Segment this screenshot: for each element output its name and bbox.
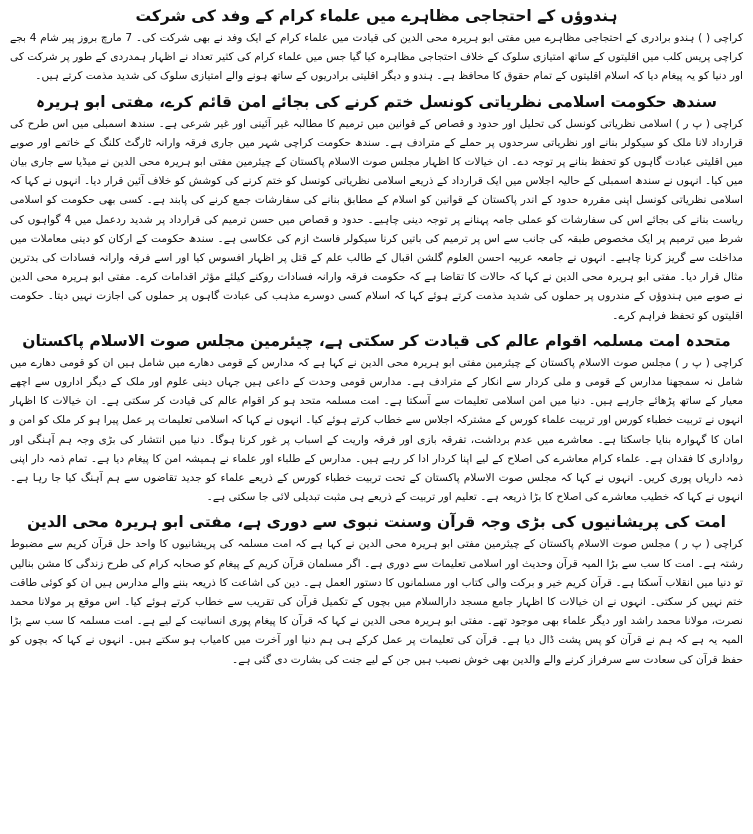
article-1	[10, 6, 743, 87]
article-2-headline: سندھ حکومت اسلامی نظریاتی کونسل ختم کرنے کی بجائے امن قائم کرے، مفتی ابو ہریرہ	[36, 92, 717, 111]
article-3-body: کراچی ( پ ر ) مجلس صوت الاسلام پاکستان کے چیئرمین مفتی ابو ہریرہ محی الدین نے کہا ہے کہ مدارس کے قومی دھارے میں شامل ہیں ان کو قومی دھارے میں شامل نہ سمجھنا مدارس کے قومی و ملی کردار سے انکار کے مترادف ہے۔ مدارس قومی وحدت کے داعی ہیں جہاں دینی علوم اور ملک کے دیگر اداروں سے اچھے معیار کے ساتھ پڑھائے جارہے ہیں۔ دنیا میں امن اسلامی تعلیمات سے آسکتا ہے۔ امت مسلمہ متحد ہو کر اقوام عالم کی قیادت کر سکتی ہے۔ ان خیالات کا اظہار انہوں نے تربیت خطباء کورس اور تربیت علماء کورس کے مشترکہ اجلاس سے خطاب کرتے ہوئے کیا۔ انہوں نے کہا کہ اسلامی تعلیمات پر عمل پیرا ہو کر ملک کو امن و امان کا گہوارہ بنایا جاسکتا ہے۔ معاشرے میں عدم برداشت، تفرقہ بازی اور فرقہ واریت کے اسباب پر غور کرنا ہوگا۔ دنیا میں انتشار کی بڑی وجہ ہم آہنگی اور رواداری کا فقدان ہے۔ علماء کرام معاشرے کی اصلاح کے لیے اپنا کردار ادا کر رہے ہیں۔ مدارس کے طلباء اور علماء نے ہمیشہ امن کا پیغام دیا ہے۔ تمام ذمہ دار اپنی ذمہ داریاں پوری کریں۔ انہوں نے کہا کہ مجلس صوت الاسلام پاکستان کے تحت تربیت خطباء کورس کے ذریعے علماء کو جدید تقاضوں سے ہم آہنگ کیا جا رہا ہے۔ انہوں نے کہا کہ خطیب معاشرے کی اصلاح کا بڑا ذریعہ ہے۔ تعلیم اور تربیت کے ذریعے ہی مثبت تبدیلی لائی جا سکتی ہے۔	[10, 356, 743, 504]
article-1-headline: ہندوؤں کے احتجاجی مظاہرے میں علماء کرام کے وفد کی شرکت	[135, 7, 618, 25]
article-2	[10, 92, 743, 326]
article-4	[10, 512, 743, 669]
article-1-body: کراچی ( ) ہندو برادری کے احتجاجی مظاہرے میں مفتی ابو ہریرہ محی الدین کی قیادت میں علماء کرام کے ایک وفد نے بھی شرکت کی۔ 7 مارچ بروز پیر شام 4 بجے کراچی پریس کلب میں اقلیتوں کے ساتھ امتیازی سلوک کے خلاف احتجاجی مظاہرہ کیا گیا جس میں علماء کرام کی کثیر تعداد نے اظہار ہمدردی کے طور پر شرکت کی اور دنیا کو یہ پیغام دیا کہ اسلام اقلیتوں کے تمام حقوق کا محافظ ہے۔ ہندو و دیگر اقلیتی برادریوں کے ساتھ ہونے والے امتیازی سلوک کی شدید مذمت کرتے ہیں۔	[10, 32, 743, 83]
article-4-headline: امت کی پریشانیوں کی بڑی وجہ قرآن وسنت نبوی سے دوری ہے، مفتی ابو ہریرہ محی الدین	[27, 513, 726, 532]
article-4-body: کراچی ( پ ر ) مجلس صوت الاسلام پاکستان کے چیئرمین مفتی ابو ہریرہ محی الدین نے کہا ہے کہ امت مسلمہ کی پریشانیوں کا واحد حل قرآن کریم سے مضبوط رشتہ ہے۔ امت کا سب سے بڑا المیہ قرآن وحدیث اور اسلامی تعلیمات سے دوری ہے۔ اگر مسلمان قرآن کریم کے پیغام کو صحابہ کرام کی طرح زندگی کا مشن بنالیں تو دنیا میں انقلاب آسکتا ہے۔ قرآن کریم خیر و برکت والی کتاب اور مسلمانوں کا دستور العمل ہے۔ دین کی اشاعت کا ذریعہ بننے والے مدارس ہیں ان کو کوئی طاقت ختم نہیں کر سکتی۔ انہوں نے ان خیالات کا اظہار جامع مسجد دارالسلام میں بچوں کے تکمیل قرآن کی تقریب سے خطاب کرتے ہوئے کیا۔ اس موقع پر مولانا محمد نصرت، مولانا محمد راشد اور دیگر علماء بھی موجود تھے۔ مفتی ابو ہریرہ محی الدین نے کہا کہ قرآن کا پیغام پوری انسانیت کے لیے ہے۔ امت مسلمہ کا سب سے بڑا المیہ یہ ہے کہ ہم نے قرآن کو پس پشت ڈال دیا ہے۔ قرآن کی تعلیمات پر عمل کرکے ہی ہم دنیا اور آخرت میں کامیاب ہو سکتے ہیں۔ انہوں نے کہا کہ بچوں کو حفظ قرآن کی سعادت سے سرفراز کرنے والے والدین بھی خوش نصیب ہیں جن کے لیے جنت کی بشارت دی گئی ہے۔	[10, 538, 743, 666]
article-3-headline: متحدہ امت مسلمہ اقوام عالم کی قیادت کر سکتی ہے، چیئرمین مجلس صوت الاسلام پاکستان	[22, 331, 731, 350]
article-2-body: کراچی ( پ ر ) اسلامی نظریاتی کونسل کی تحلیل اور حدود و قصاص کے قوانین میں ترمیم کا مطالبہ غیر آئینی اور غیر شرعی ہے۔ سندھ اسمبلی میں اس طرح کی قرارداد لانا ملک کو سیکولر بنانے اور نظریاتی سرحدوں پر حملے کے مترادف ہے۔ سندھ حکومت کراچی شہر میں جاری فرقہ وارانہ ٹارگٹ کلنگ کے خاتمے اور صوبے میں اقلیتی عبادت گاہوں کو تحفظ بنانے پر توجہ دے۔ ان خیالات کا اظہار مجلس صوت الاسلام پاکستان کے چیئرمین مفتی ابو ہریرہ محی الدین نے میڈیا سے جاری بیان میں کیا۔ انہوں نے سندھ اسمبلی کے حالیہ اجلاس میں ایک قرارداد کے ذریعے اسلامی نظریاتی کونسل کو ختم کرنے کی کوشش کو خلاف آئین قرار دیا۔ انہوں نے کہا کہ اسلامی نظریاتی کونسل اپنی مقررہ حدود کے اندر پاکستان کے قوانین کو اسلام کے مطابق بنانے کی سفارشات جمع کرنے کی پابند ہے۔ کسی بھی حکومت کو اسلامی ریاست بنانے کی بجائے اس کی سفارشات کو عملی جامہ پہنانے پر توجہ دینی چاہیے۔ حدود و قصاص میں حسن ترمیم کی قرارداد پر شدید ردعمل میں 4 گواہوں کی شرط میں ترمیم پر ایک مخصوص طبقہ کی جانب سے اس پر ترمیم کی باتیں کرنا سیکولر فاسٹ ازم کی عکاسی ہے۔ سندھ حکومت کے ارکان کو دینی معاملات میں مداخلت سے گریز کرنا چاہیے۔ انہوں نے جامعہ عربیہ احسن العلوم گلشن اقبال کے طالب علم کے قتل پر اظہار افسوس کیا اور اسے فرقہ وارانہ فسادات کی بدترین مثال قرار دیا۔ مفتی ابو ہریرہ محی الدین نے کہا کہ حالات کا تقاضا ہے کہ حکومت فرقہ وارانہ فسادات روکنے کیلئے مؤثر اقدامات کرے۔ مفتی ابو ہریرہ محی الدین نے صوبے میں ہندوؤں کے مندروں پر حملوں کی شدید مذمت کرتے ہوئے کہا کہ اسلام کسی دوسرے مذہب کی عبادت گاہوں پر حملوں کی اجازت نہیں دیتا۔ حکومت اقلیتوں کو تحفظ فراہم کرے۔	[10, 117, 743, 322]
article-3	[10, 331, 743, 508]
